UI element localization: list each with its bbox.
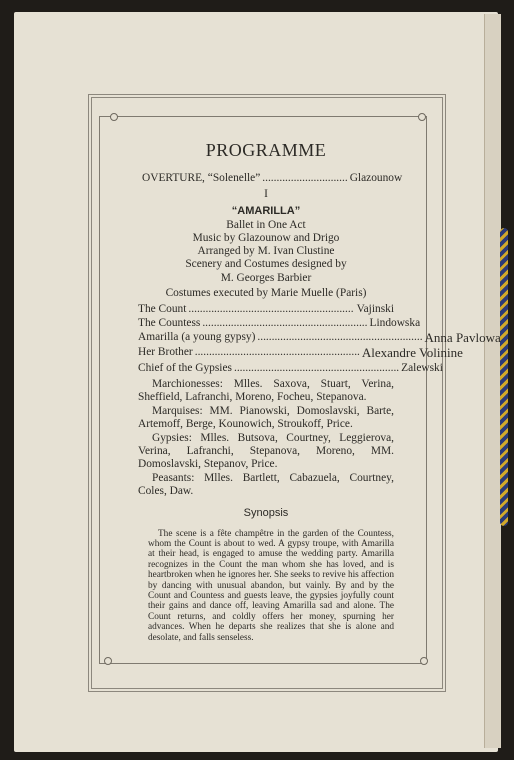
cast-row bbox=[138, 344, 463, 360]
page-title: PROGRAMME bbox=[205, 140, 327, 160]
programme-content bbox=[138, 140, 501, 643]
overture-label: OVERTURE, “Solenelle” bbox=[142, 172, 261, 185]
cast-row bbox=[138, 317, 421, 330]
synopsis-heading: Synopsis bbox=[243, 507, 289, 520]
section-number: I bbox=[264, 188, 268, 201]
cast-role: Chief of the Gypsies bbox=[138, 361, 232, 374]
cast-dancer: Lindowska bbox=[369, 317, 421, 330]
binding-cord bbox=[500, 228, 508, 526]
leader-dots: .......................................................... bbox=[233, 361, 400, 374]
credit-line: Arranged by M. Ivan Clustine bbox=[197, 245, 335, 258]
leader-dots: .............................. bbox=[262, 172, 348, 185]
cast-role: Amarilla (a young gypsy) bbox=[138, 331, 256, 344]
corner-ornament-icon bbox=[418, 113, 426, 121]
facing-page-edge bbox=[484, 14, 501, 748]
cast-dancer: Anna Pavlowa bbox=[424, 330, 501, 346]
cast-row bbox=[138, 330, 501, 346]
cast-row bbox=[138, 361, 443, 375]
ensemble-paragraph: Peasants: Mlles. Bartlett, Cabazuela, Courtney, Coles, Daw. bbox=[138, 472, 394, 497]
leader-dots: .......................................................... bbox=[202, 317, 368, 330]
overture-line bbox=[142, 172, 403, 185]
leader-dots: .......................................................... bbox=[188, 303, 354, 316]
corner-ornament-icon bbox=[420, 657, 428, 665]
cast-role: The Countess bbox=[138, 317, 201, 330]
cast-dancer: Alexandre Volinine bbox=[361, 344, 463, 360]
cast-dancer: Vajinski bbox=[356, 303, 394, 316]
cast-dancer: Zalewski bbox=[401, 361, 443, 374]
leader-dots: .......................................................... bbox=[257, 331, 423, 344]
synopsis-text: The scene is a fête champêtre in the garden of the Countess, whom the Count is about to wed. A gypsy troupe, with Amarilla at their head, is engaged to amuse the wedding party. Amarilla recognizes in the Count the man whom she has loved, and is heartbroken when he ignores her. She seeks to revive his affection by dancing with unusual abandon, but vainly. By and by the Count and Countess and guests leave, the gypsies joyfully count their gains and dance off, leaving Amarilla sad and alone. The Count returns, and coldly offers her money, spurning her advances. When he departs she realizes that she is alone and desolate, and falls senseless. bbox=[148, 528, 394, 643]
credit-line: Costumes executed by Marie Muelle (Paris) bbox=[165, 286, 367, 299]
cast-row bbox=[138, 303, 394, 316]
cast-role: Her Brother bbox=[138, 345, 193, 358]
ensemble-paragraph: Marquises: MM. Pianowski, Domoslavski, Barte, Artemoff, Berge, Kounowich, Stroukoff, Price. bbox=[138, 405, 394, 430]
overture-composer: Glazounow bbox=[349, 172, 403, 185]
work-title: “AMARILLA” bbox=[231, 204, 301, 217]
credit-line: Scenery and Costumes designed by bbox=[185, 258, 347, 271]
ensemble-paragraph: Marchionesses: Mlles. Saxova, Stuart, Verina, Sheffield, Lafranchi, Moreno, Focheu, Stepanova. bbox=[138, 378, 394, 403]
credit-line: Music by Glazounow and Drigo bbox=[192, 232, 340, 245]
cast-role: The Count bbox=[138, 303, 187, 316]
leader-dots: .......................................................... bbox=[194, 345, 360, 358]
credit-line: Ballet in One Act bbox=[226, 218, 306, 231]
ensemble-paragraph: Gypsies: Mlles. Butsova, Courtney, Leggierova, Verina, Lafranchi, Stepanova, Moreno, MM. Domoslavski, Stepanov, Price. bbox=[138, 432, 394, 470]
corner-ornament-icon bbox=[110, 113, 118, 121]
corner-ornament-icon bbox=[104, 657, 112, 665]
credit-line: M. Georges Barbier bbox=[220, 271, 312, 284]
